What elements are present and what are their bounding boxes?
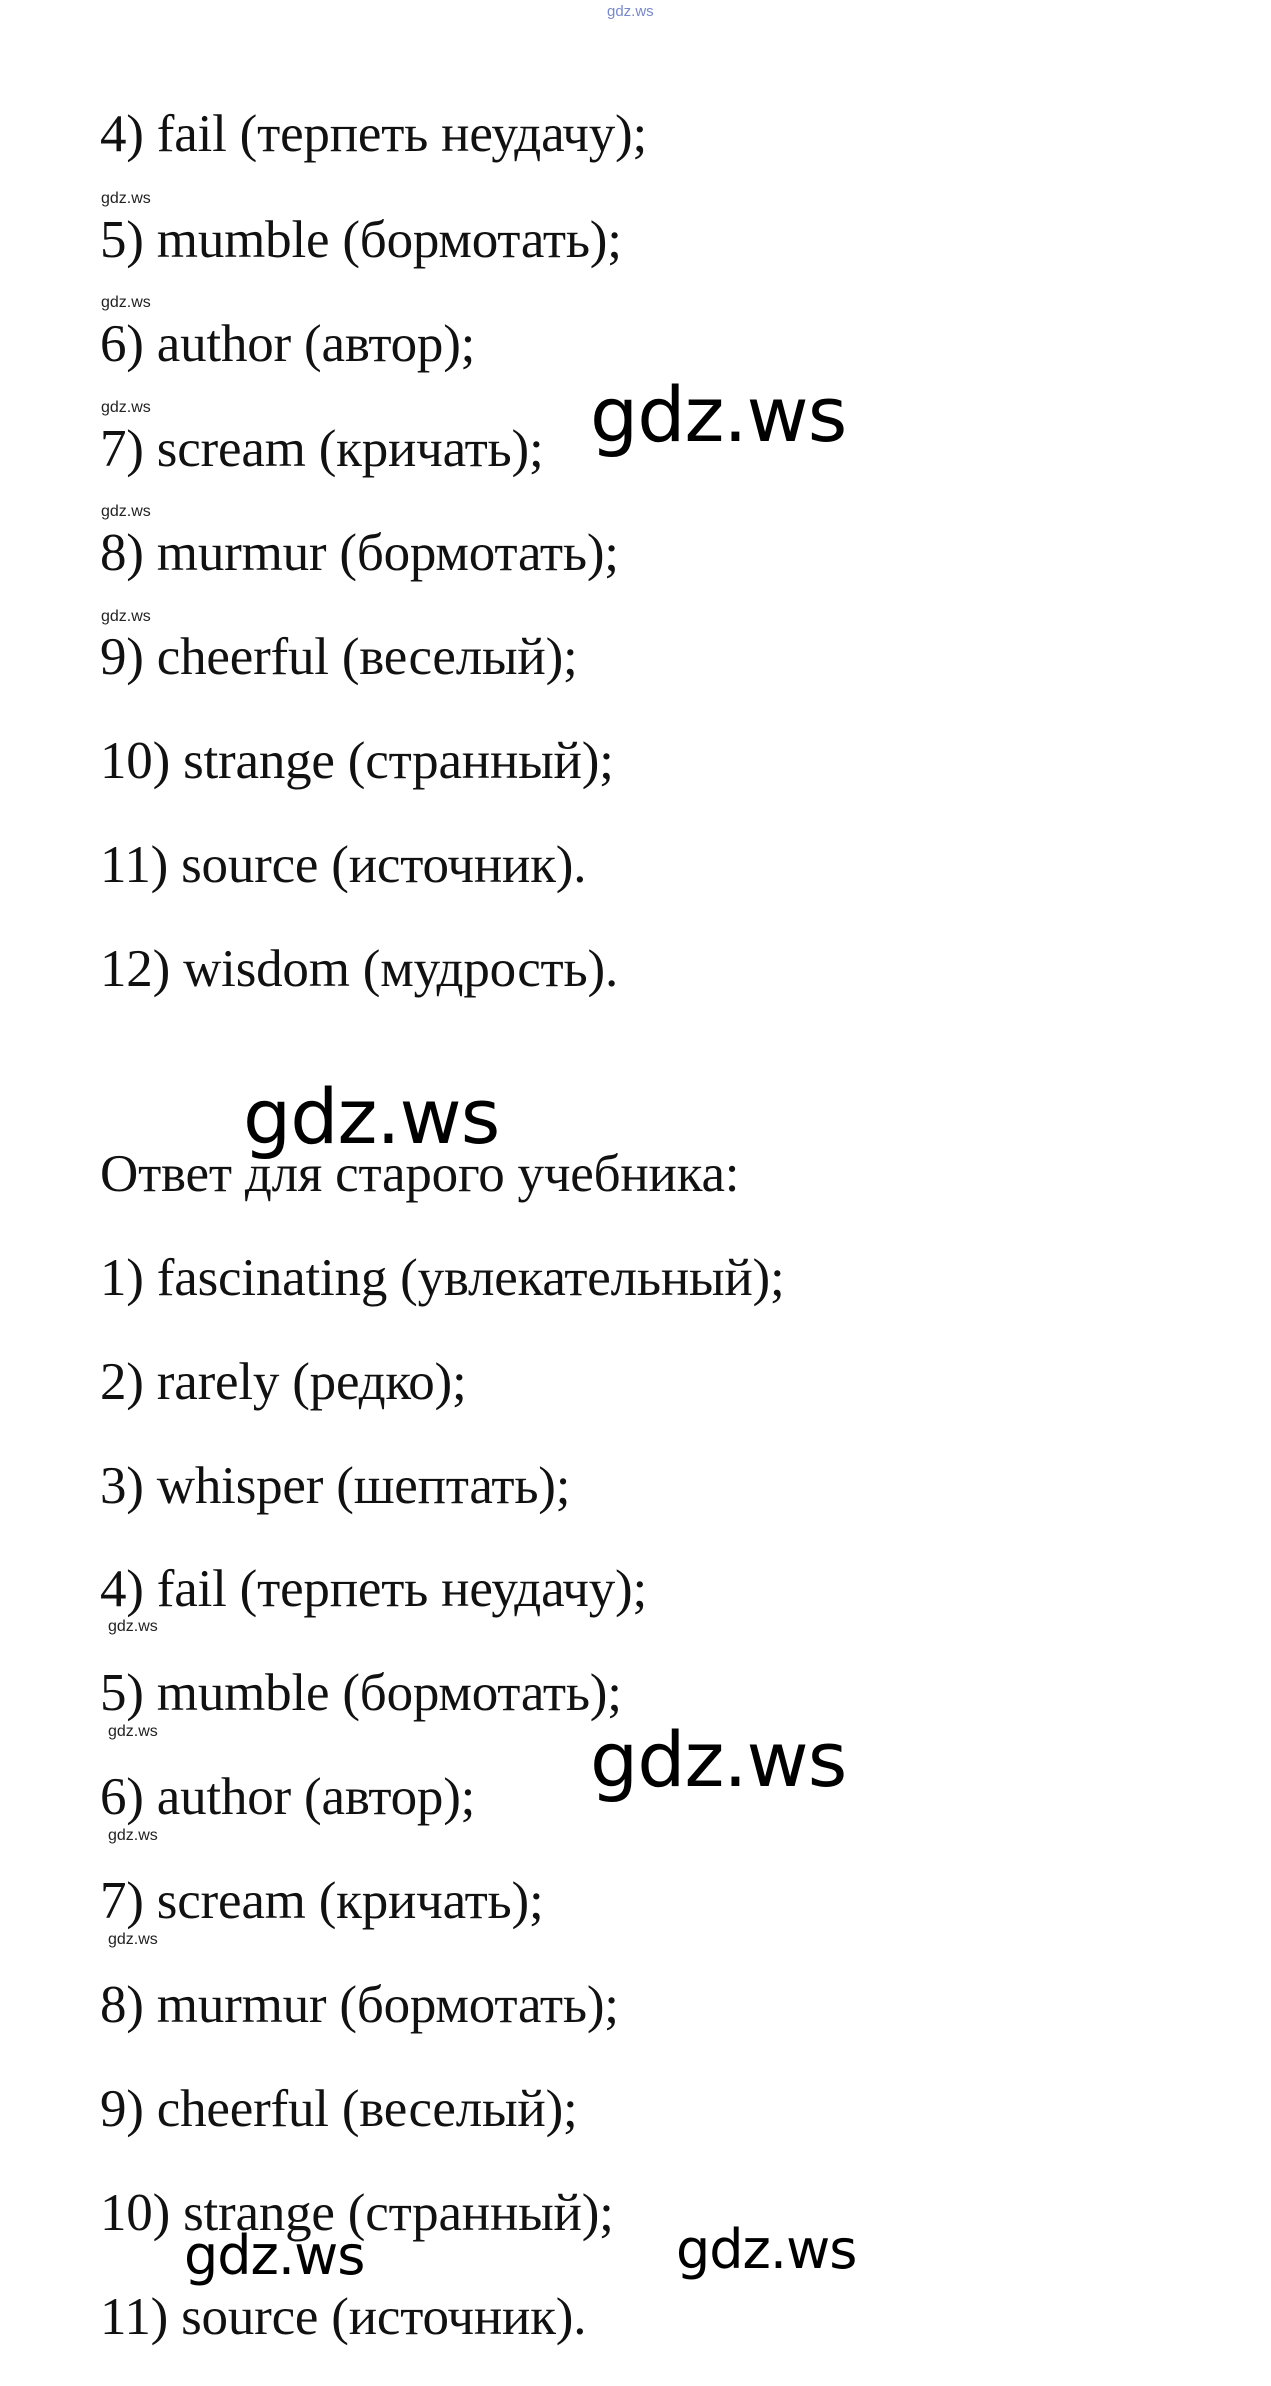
- list-item: 11) source (источник).: [100, 2288, 587, 2346]
- list-item: 5) mumble (бормотать);: [100, 1664, 622, 1722]
- list-item: 6) author (автор);: [100, 315, 476, 373]
- list-item: 4) fail (терпеть неудачу);: [100, 1560, 648, 1618]
- list-item: 9) cheerful (веселый);: [100, 2080, 578, 2138]
- section-heading: Ответ для старого учебника:: [100, 1145, 740, 1203]
- list-item: 1) fascinating (увлекательный);: [100, 1249, 785, 1307]
- watermark-small: gdz.ws: [101, 503, 151, 520]
- watermark-top: gdz.ws: [607, 3, 654, 20]
- list-item: 9) cheerful (веселый);: [100, 628, 578, 686]
- watermark-small: gdz.ws: [108, 1827, 158, 1844]
- watermark-small: gdz.ws: [108, 1931, 158, 1948]
- watermark-large: gdz.ws: [243, 1072, 500, 1161]
- list-item: 2) rarely (редко);: [100, 1353, 467, 1411]
- watermark-small: gdz.ws: [101, 608, 151, 625]
- list-item: 7) scream (кричать);: [100, 1872, 544, 1930]
- list-item: 8) murmur (бормотать);: [100, 1976, 619, 2034]
- watermark-small: gdz.ws: [108, 1618, 158, 1635]
- list-item: 4) fail (терпеть неудачу);: [100, 105, 648, 163]
- watermark-small: gdz.ws: [101, 190, 151, 207]
- list-item: 10) strange (странный);: [100, 732, 614, 790]
- list-item: 11) source (источник).: [100, 836, 587, 894]
- watermark-large: gdz.ws: [590, 370, 847, 459]
- list-item: 7) scream (кричать);: [100, 420, 544, 478]
- list-item: 8) murmur (бормотать);: [100, 524, 619, 582]
- watermark-small: gdz.ws: [108, 1723, 158, 1740]
- watermark-medium: gdz.ws: [676, 2218, 857, 2281]
- watermark-medium: gdz.ws: [184, 2224, 365, 2287]
- list-item: 12) wisdom (мудрость).: [100, 940, 618, 998]
- list-item: 6) author (автор);: [100, 1768, 476, 1826]
- list-item: 3) whisper (шептать);: [100, 1457, 571, 1515]
- watermark-large: gdz.ws: [590, 1715, 847, 1804]
- list-item: 5) mumble (бормотать);: [100, 211, 622, 269]
- watermark-small: gdz.ws: [101, 399, 151, 416]
- watermark-small: gdz.ws: [101, 294, 151, 311]
- list-item: 10) strange (странный);: [100, 2184, 614, 2242]
